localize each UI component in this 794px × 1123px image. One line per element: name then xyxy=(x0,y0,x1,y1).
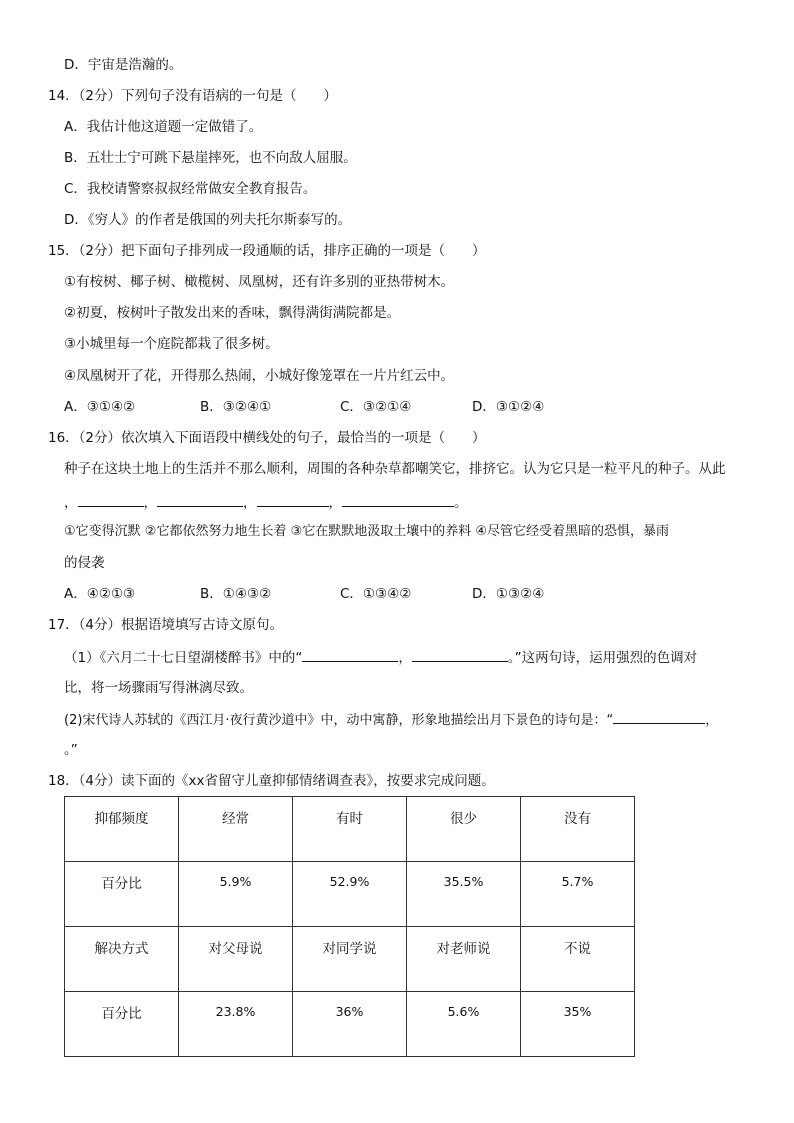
table-row xyxy=(65,862,635,927)
table-cell: 经常 xyxy=(179,797,293,862)
q17-blank-3[interactable] xyxy=(613,709,705,724)
q15-stem: 15．（2分）把下面句子排列成一段通顺的话，排序正确的一项是（ ） xyxy=(48,243,486,259)
q16-blank-2[interactable] xyxy=(157,492,243,507)
q14-option-b: B．五壮士宁可跳下悬崖摔死，也不向敌人屈服。 xyxy=(64,150,357,166)
q16-clauses-line1: ①它变得沉默 ②它都依然努力地生长着 ③它在默默地汲取土壤中的养料 ④尽管它经受着黑暗的恐惧，暴雨 xyxy=(64,524,670,539)
q16-blank-4[interactable] xyxy=(342,492,454,507)
q17-part1-prefix: （1）《六月二十七日望湖楼醉书》中的“ xyxy=(64,650,303,666)
table-cell: 对父母说 xyxy=(179,927,293,992)
table-cell: 抑郁频度 xyxy=(65,797,179,862)
q15-choice-a: A．③①④② xyxy=(64,399,136,415)
table-cell: 5.6% xyxy=(407,992,521,1057)
q17-part2-line1 xyxy=(64,709,718,731)
q16-blank-line xyxy=(64,492,468,513)
q17-part2-line2: 。” xyxy=(64,742,78,758)
table-cell: 百分比 xyxy=(65,992,179,1057)
q17-part1-mid: ， xyxy=(398,650,412,666)
table-cell: 很少 xyxy=(407,797,521,862)
table-cell: 没有 xyxy=(521,797,635,862)
q18-stem: 18．（4分）读下面的《xx省留守儿童抑郁情绪调查表》，按要求完成问题。 xyxy=(48,773,495,789)
table-cell: 有时 xyxy=(293,797,407,862)
q14-stem: 14．（2分）下列句子没有语病的一句是（ ） xyxy=(48,88,338,104)
table-cell: 百分比 xyxy=(65,862,179,927)
table-cell: 对老师说 xyxy=(407,927,521,992)
table-cell: 解决方式 xyxy=(65,927,179,992)
q14-option-a: A．我估计他这道题一定做错了。 xyxy=(64,119,263,135)
q16-choice-a: A．④②①③ xyxy=(64,586,136,602)
q17-part2-text: (2)宋代诗人苏轼的《西江月·夜行黄沙道中》中，动中寓静，形象地描绘出月下景色的诗句是：“ xyxy=(64,713,614,728)
q15-choice-b: B．③②④① xyxy=(200,399,272,415)
q14-option-c: C．我校请警察叔叔经常做安全教育报告。 xyxy=(64,181,317,197)
survey-table xyxy=(64,796,635,1057)
table-cell: 23.8% xyxy=(179,992,293,1057)
q17-part2-end: ， xyxy=(705,713,719,728)
q15-sentence-4: ④凤凰树开了花，开得那么热闹，小城好像笼罩在一片片红云中。 xyxy=(64,368,455,384)
table-cell: 对同学说 xyxy=(293,927,407,992)
q15-sentence-3: ③小城里每一个庭院都栽了很多树。 xyxy=(64,336,279,352)
table-row xyxy=(65,927,635,992)
table-cell: 35% xyxy=(521,992,635,1057)
table-cell: 不说 xyxy=(521,927,635,992)
q13-option-d: D．宇宙是浩瀚的。 xyxy=(64,57,183,73)
table-cell: 36% xyxy=(293,992,407,1057)
q17-blank-2[interactable] xyxy=(412,647,508,662)
q16-clauses-line2: 的侵袭 xyxy=(64,555,105,571)
table-row xyxy=(65,797,635,862)
q15-choice-c: C．③②①④ xyxy=(340,399,412,415)
q16-sep-5: 。 xyxy=(454,495,468,511)
q16-passage: 种子在这块土地上的生活并不那么顺利，周围的各种杂草都嘲笑它，排挤它。认为它只是一粒平凡的种子。从此 xyxy=(64,461,726,477)
q16-sep-3: ， xyxy=(243,495,257,511)
q16-choice-c: C．①③④② xyxy=(340,586,412,602)
q17-part1-line1 xyxy=(64,647,697,668)
q16-choice-d: D．①③②④ xyxy=(472,586,545,602)
q17-blank-1[interactable] xyxy=(302,647,398,662)
q16-blank-1[interactable] xyxy=(78,492,144,507)
q16-sep-2: ， xyxy=(143,495,157,511)
q16-sep-1: ， xyxy=(64,495,78,511)
q16-blank-3[interactable] xyxy=(257,492,329,507)
table-cell: 5.7% xyxy=(521,862,635,927)
table-cell: 5.9% xyxy=(179,862,293,927)
table-cell: 52.9% xyxy=(293,862,407,927)
q16-stem: 16．（2分）依次填入下面语段中横线处的句子，最恰当的一项是（ ） xyxy=(48,430,486,446)
q14-option-d: D．《穷人》的作者是俄国的列夫托尔斯泰写的。 xyxy=(64,212,352,228)
q17-part1-line2: 比，将一场骤雨写得淋漓尽致。 xyxy=(64,680,253,696)
q17-stem: 17．（4分）根据语境填写古诗文原句。 xyxy=(48,617,284,633)
q17-part1-suffix: 。”这两句诗，运用强烈的色调对 xyxy=(507,650,698,666)
q16-choice-b: B．①④③② xyxy=(200,586,272,602)
table-cell: 35.5% xyxy=(407,862,521,927)
q15-sentence-2: ②初夏，桉树叶子散发出来的香味，飘得满街满院都是。 xyxy=(64,305,401,321)
table-row xyxy=(65,992,635,1057)
q15-sentence-1: ①有桉树、椰子树、橄榄树、凤凰树，还有许多别的亚热带树木。 xyxy=(64,274,455,290)
q16-sep-4: ， xyxy=(328,495,342,511)
q15-choice-d: D．③①②④ xyxy=(472,399,545,415)
